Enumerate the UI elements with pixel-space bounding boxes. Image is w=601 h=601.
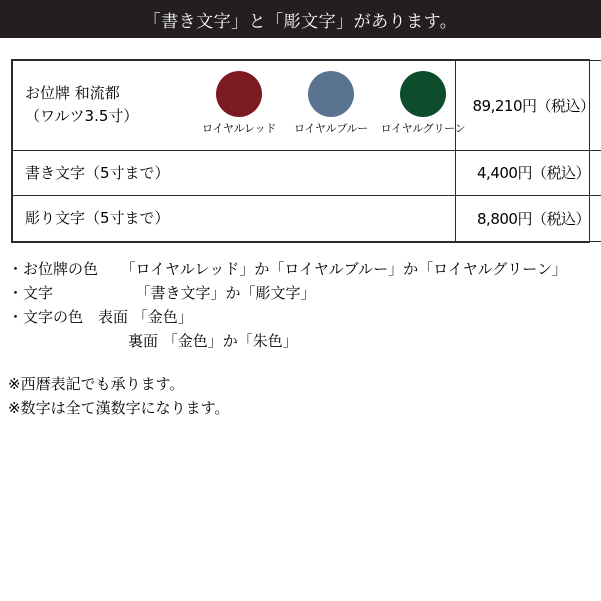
color-swatch-group (200, 71, 466, 140)
option-note-letter-color-back: 裏面 「金色」か「朱色」 (8, 332, 298, 351)
banner-text: 「書き文字」と「彫文字」があります。 (143, 11, 458, 32)
color-swatch-royal-green (380, 71, 466, 138)
color-dot-icon (216, 71, 262, 117)
product-name-line2: （ワルツ3.5寸） (25, 107, 139, 126)
price-table-wrapper (11, 59, 595, 243)
price-cell: 8,800円（税込） (456, 196, 601, 242)
option-note-color: ・お位牌の色 「ロイヤルレッド」か「ロイヤルブルー」か「ロイヤルグリーン」 (8, 259, 567, 278)
color-swatch-royal-blue (292, 71, 370, 138)
header-banner (0, 0, 601, 38)
table-row (13, 196, 601, 242)
price-cell: 4,400円（税込） (456, 150, 601, 196)
color-swatch-royal-red (200, 71, 278, 138)
footnote-kanji-numbers: ※数字は全て漢数字になります。 (8, 399, 230, 418)
color-swatch-label: ロイヤルグリーン (380, 122, 466, 135)
product-name-line1: お位牌 和流都 (25, 84, 120, 102)
color-swatch-label: ロイヤルレッド (201, 122, 277, 135)
option-note-letter-color-front: ・文字の色 表面 「金色」 (8, 308, 193, 327)
option-note-letter-style: ・文字 「書き文字」か「彫文字」 (8, 283, 316, 302)
footnote-western-calendar: ※西暦表記でも承ります。 (8, 374, 185, 393)
footnote-list (8, 372, 601, 422)
price-cell: 89,210円（税込） (456, 61, 601, 151)
color-swatch-label: ロイヤルブルー (293, 122, 369, 135)
option-name-cell: 彫り文字（5寸まで） (13, 196, 456, 242)
table-row (13, 150, 601, 196)
color-dot-icon (400, 71, 446, 117)
color-dot-icon (308, 71, 354, 117)
price-table (12, 60, 601, 242)
option-name-cell: 書き文字（5寸まで） (13, 150, 456, 196)
table-row (13, 61, 601, 151)
option-notes-list (8, 257, 601, 354)
product-name-cell (13, 61, 466, 151)
